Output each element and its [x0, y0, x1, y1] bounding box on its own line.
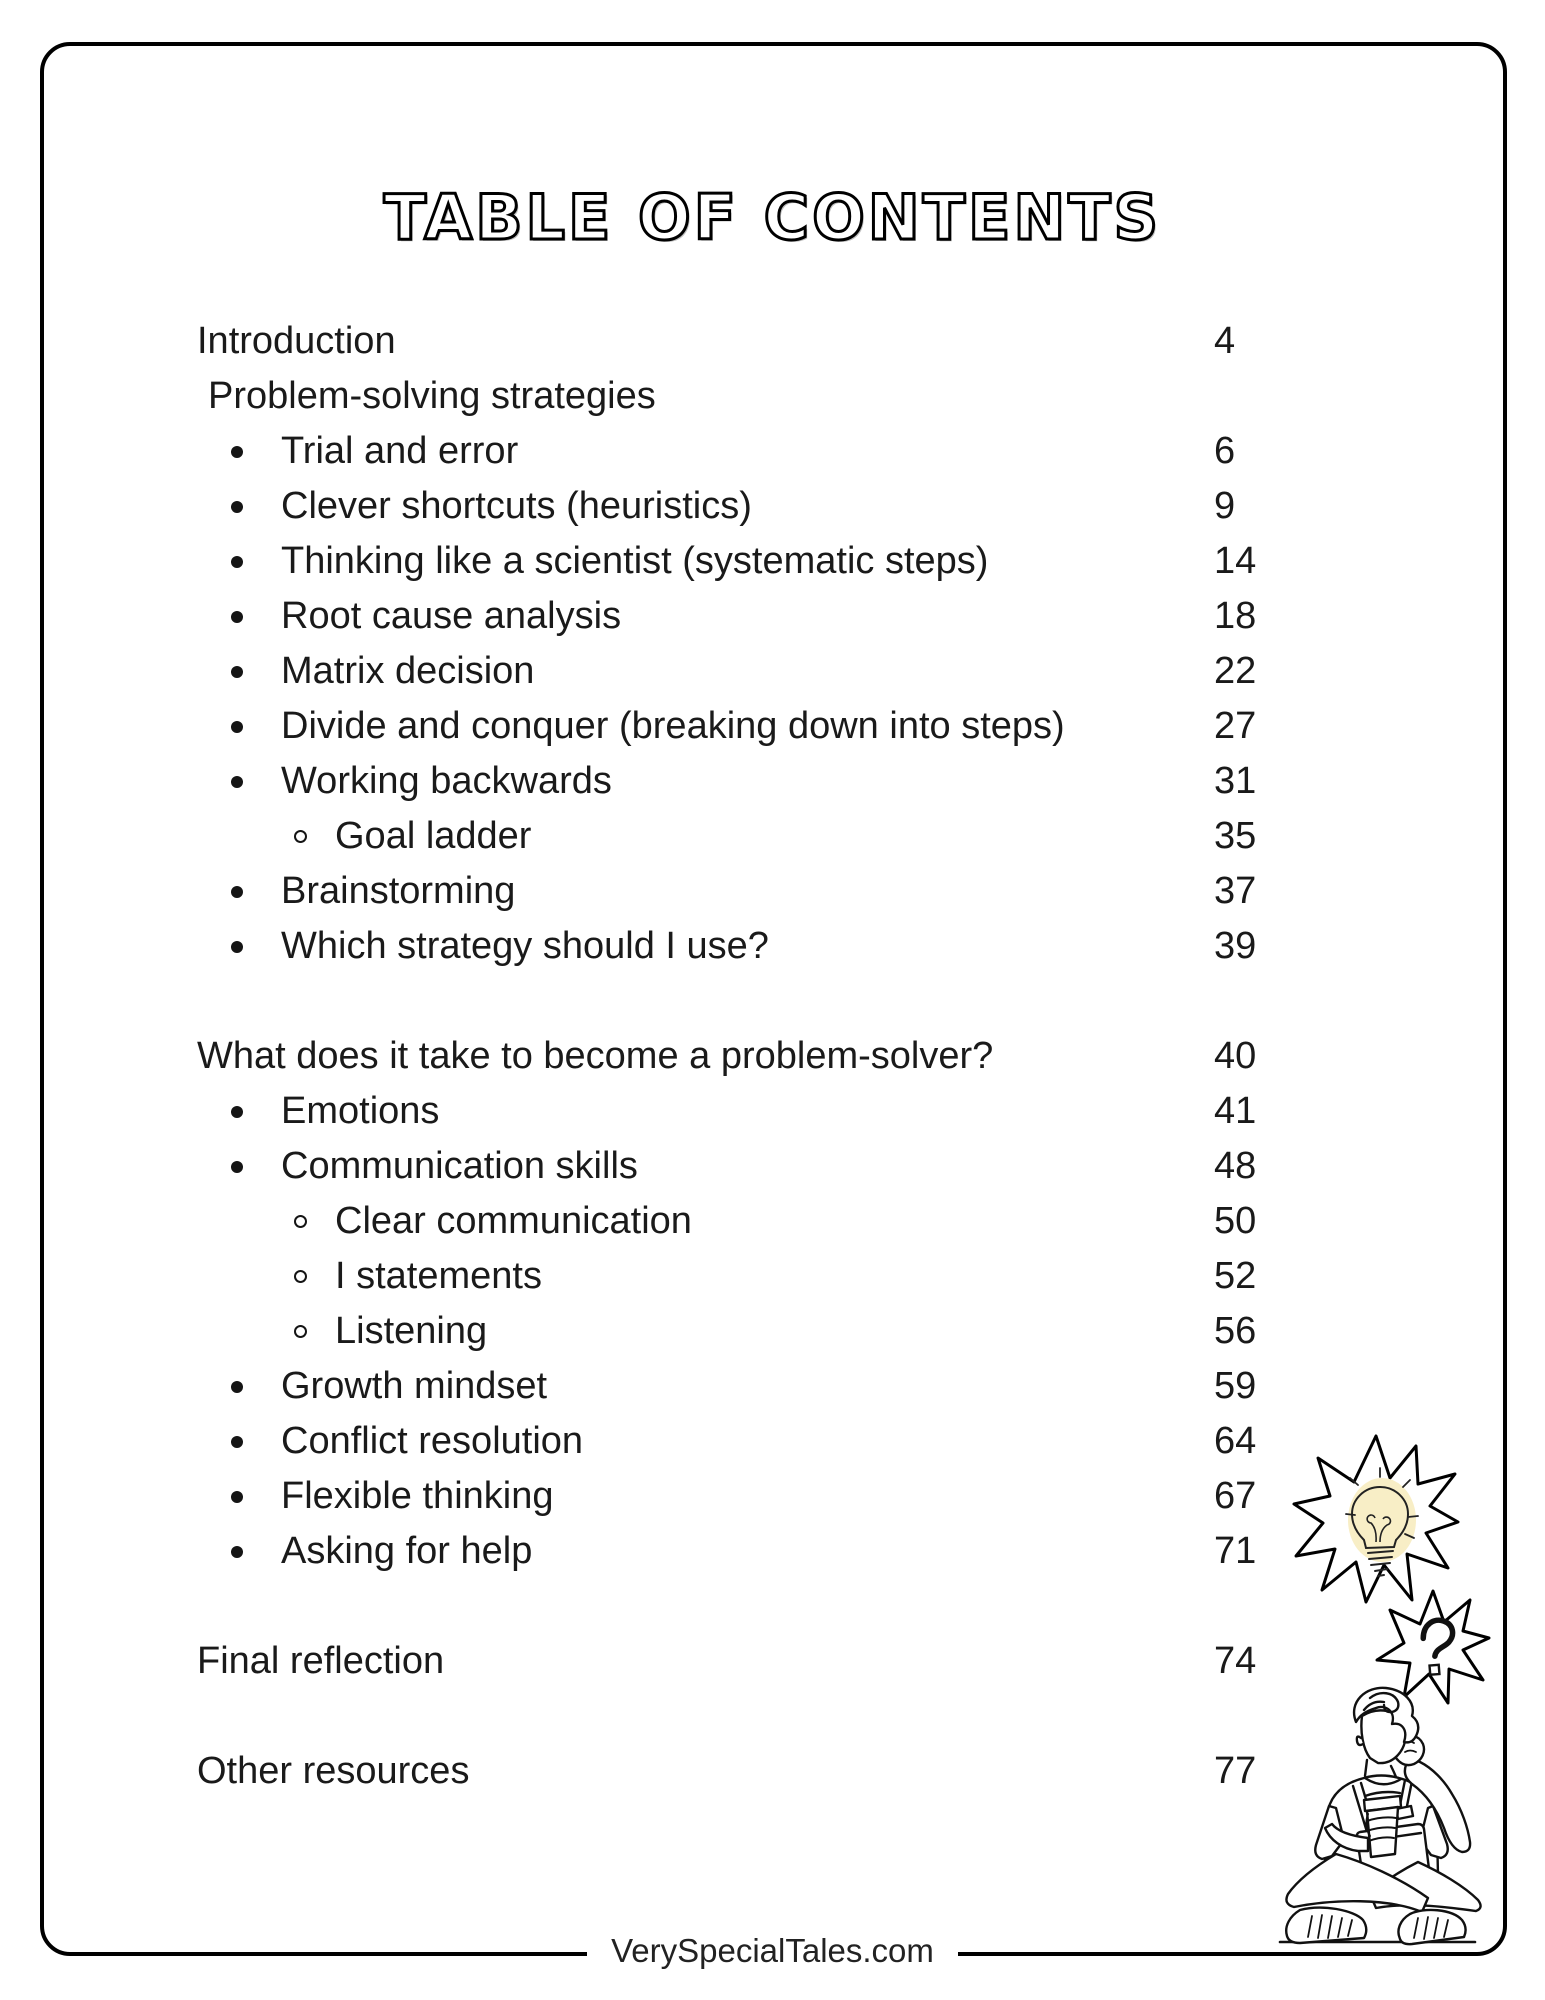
- toc-row: [197, 1304, 1437, 1359]
- person-doodle: [1280, 1688, 1481, 1944]
- toc-row: [197, 1139, 1437, 1194]
- toc-entry-page: 6: [1214, 430, 1236, 472]
- toc-entry-page: 64: [1214, 1420, 1257, 1462]
- bullet-icon: [294, 1215, 307, 1228]
- toc-entry-label: Thinking like a scientist (systematic steps): [281, 540, 989, 582]
- toc-row: [197, 424, 1437, 479]
- toc-entry: [197, 650, 1214, 693]
- toc-entry-page: 18: [1214, 595, 1257, 637]
- toc-entry-label: Growth mindset: [281, 1365, 548, 1407]
- toc-row: [197, 479, 1437, 534]
- toc-entry: [197, 870, 1214, 913]
- toc-entry-page: 52: [1214, 1255, 1257, 1297]
- bullet-icon: [231, 666, 243, 678]
- toc-entry-label: Emotions: [281, 1090, 440, 1132]
- site-name: VerySpecialTales.com: [587, 1929, 958, 1973]
- toc-entry-label: Brainstorming: [281, 870, 516, 912]
- toc-entry: [197, 1640, 1214, 1683]
- toc-entry: [197, 1750, 1214, 1793]
- toc-entry-label: Divide and conquer (breaking down into steps): [281, 705, 1065, 747]
- toc-entry-label: Communication skills: [281, 1145, 638, 1187]
- toc-row: [197, 369, 1437, 424]
- toc-entry-page: 71: [1214, 1530, 1257, 1572]
- toc-entry-label: Conflict resolution: [281, 1420, 584, 1462]
- toc-entry-label: Which strategy should I use?: [281, 925, 769, 967]
- toc-entry: [197, 1530, 1214, 1573]
- toc-row: [197, 1359, 1437, 1414]
- bullet-icon: [231, 1381, 243, 1393]
- toc-entry-page: 9: [1214, 485, 1236, 527]
- toc-row: [197, 1084, 1437, 1139]
- page-title: TABLE OF CONTENTS: [383, 181, 1162, 254]
- toc-entry-page: 31: [1214, 760, 1257, 802]
- toc-entry: [197, 760, 1214, 803]
- toc-entry-page: 59: [1214, 1365, 1257, 1407]
- toc-row: [197, 589, 1437, 644]
- lightbulb-starburst-illustration: [1292, 1434, 1460, 1604]
- toc-entry-page: 35: [1214, 815, 1257, 857]
- toc-entry-page: 40: [1214, 1035, 1257, 1077]
- toc-entry: [197, 705, 1214, 748]
- toc-entry-label: What does it take to become a problem-solver?: [197, 1035, 994, 1077]
- toc-entry: [197, 1200, 1214, 1243]
- toc-entry-page: 56: [1214, 1310, 1257, 1352]
- bullet-icon: [294, 830, 307, 843]
- toc-entry: [197, 485, 1214, 528]
- toc-entry-page: 74: [1214, 1640, 1257, 1682]
- toc-entry: [197, 1365, 1214, 1408]
- toc-entry-page: 41: [1214, 1090, 1257, 1132]
- toc-entry: [197, 1035, 1214, 1078]
- toc-row: [197, 1744, 1437, 1799]
- toc-entry-page: 37: [1214, 870, 1257, 912]
- toc-row: [197, 534, 1437, 589]
- toc-entry: [197, 1090, 1214, 1133]
- toc-row: [197, 809, 1437, 864]
- bullet-icon: [231, 1106, 243, 1118]
- bullet-icon: [231, 611, 243, 623]
- toc-entry-page: 4: [1214, 320, 1236, 362]
- toc-row: [197, 754, 1437, 809]
- toc-entry-page: 67: [1214, 1475, 1257, 1517]
- toc-entry: [197, 1420, 1214, 1463]
- toc-row: [197, 919, 1437, 974]
- toc-row: [197, 699, 1437, 754]
- toc-row: [197, 314, 1437, 369]
- bullet-icon: [231, 556, 243, 568]
- toc-row: [197, 1249, 1437, 1304]
- bullet-icon: [294, 1270, 307, 1283]
- toc-entry-label: Other resources: [197, 1750, 470, 1792]
- bullet-icon: [231, 501, 243, 513]
- toc-entry: [197, 1310, 1214, 1353]
- toc-entry-label: Listening: [335, 1310, 488, 1352]
- toc-entry-label: Goal ladder: [335, 815, 532, 857]
- toc-entry-label: Introduction: [197, 320, 396, 362]
- footer: [0, 1929, 1545, 1973]
- toc-entry-page: 14: [1214, 540, 1257, 582]
- toc-entry-label: Matrix decision: [281, 650, 535, 692]
- bullet-icon: [231, 721, 243, 733]
- bullet-icon: [231, 1491, 243, 1503]
- toc-entry: [197, 1145, 1214, 1188]
- toc-entry: [197, 1475, 1214, 1518]
- toc-entry-page: 48: [1214, 1145, 1257, 1187]
- toc-entry-label: Clear communication: [335, 1200, 692, 1242]
- toc-row: [197, 864, 1437, 919]
- toc-entry-page: 50: [1214, 1200, 1257, 1242]
- toc-entry-page: 27: [1214, 705, 1257, 747]
- toc-row: [197, 644, 1437, 699]
- toc-entry-label: Problem-solving strategies: [208, 375, 656, 417]
- toc-entry-label: Working backwards: [281, 760, 612, 802]
- toc-row: [197, 1634, 1437, 1689]
- bullet-icon: [294, 1325, 307, 1338]
- toc-row: [197, 1414, 1437, 1469]
- toc-entry-page: 22: [1214, 650, 1257, 692]
- toc-entry-page: 39: [1214, 925, 1257, 967]
- toc-list: [197, 314, 1437, 1799]
- toc-row: [197, 1469, 1437, 1524]
- toc-entry-label: Root cause analysis: [281, 595, 622, 637]
- toc-row: [197, 1029, 1437, 1084]
- toc-entry-label: I statements: [335, 1255, 542, 1297]
- toc-entry: [197, 815, 1214, 858]
- toc-entry: [197, 430, 1214, 473]
- toc-entry: [197, 925, 1214, 968]
- toc-entry-label: Trial and error: [281, 430, 519, 472]
- toc-entry: [197, 1255, 1214, 1298]
- toc-entry-label: Asking for help: [281, 1530, 533, 1572]
- toc-row: [197, 1194, 1437, 1249]
- toc-entry-label: Flexible thinking: [281, 1475, 554, 1517]
- toc-entry-label: Final reflection: [197, 1640, 445, 1682]
- bullet-icon: [231, 1546, 243, 1558]
- thinking-person-illustration: [1270, 1680, 1510, 1970]
- toc-entry: [197, 540, 1214, 583]
- toc-entry-label: Clever shortcuts (heuristics): [281, 485, 752, 527]
- bullet-icon: [231, 776, 243, 788]
- toc-entry: [197, 375, 1214, 418]
- toc-entry: [197, 595, 1214, 638]
- bullet-icon: [231, 1161, 243, 1173]
- bullet-icon: [231, 446, 243, 458]
- bullet-icon: [231, 941, 243, 953]
- toc-row: [197, 1524, 1437, 1579]
- toc-entry-page: 77: [1214, 1750, 1257, 1792]
- toc-entry: [197, 320, 1214, 363]
- bullet-icon: [231, 886, 243, 898]
- bullet-icon: [231, 1436, 243, 1448]
